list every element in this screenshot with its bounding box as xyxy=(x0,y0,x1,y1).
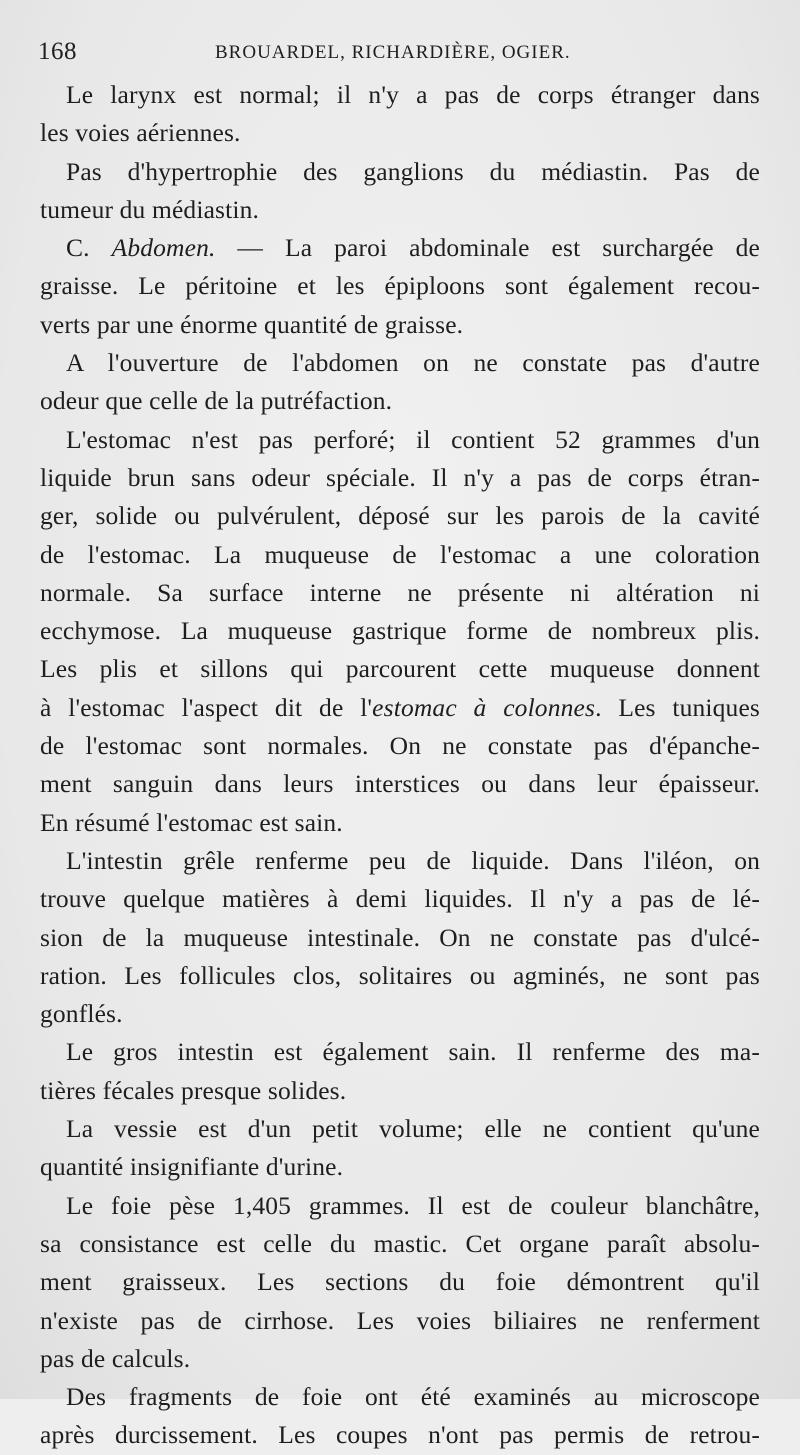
text-run: . Les tuniques xyxy=(595,692,760,722)
text-line: ration. Les follicules clos, solitaires ou agminés, ne sont pas xyxy=(40,960,760,990)
text-line: Pas d'hypertrophie des ganglions du médiastin. Pas de xyxy=(66,156,760,186)
text-line: les voies aériennes. xyxy=(40,118,241,148)
text-line: verts par une énorme quantité de graisse. xyxy=(40,309,464,339)
text-line: La vessie est d'un petit volume; elle ne contient qu'une xyxy=(66,1114,760,1144)
text-line: tumeur du médiastin. xyxy=(40,194,260,224)
text-line: ecchymose. La muqueuse gastrique forme de nombreux plis. xyxy=(40,616,760,646)
text-line: En résumé l'estomac est sain. xyxy=(40,807,343,837)
text-line: A l'ouverture de l'abdomen on ne constate pas d'autre xyxy=(66,348,760,378)
text-line: gonflés. xyxy=(40,999,123,1029)
text-line: Le gros intestin est également sain. Il renferme des ma- xyxy=(66,1037,760,1067)
page-number: 168 xyxy=(38,38,77,65)
text-line: trouve quelque matières à demi liquides. Il n'y a pas de lé- xyxy=(40,884,760,914)
text-line: sa consistance est celle du mastic. Cet organe paraît absolu- xyxy=(40,1228,760,1258)
text-line: odeur que celle de la putréfaction. xyxy=(40,386,393,416)
text-line: normale. Sa surface interne ne présente ni altération ni xyxy=(40,577,760,607)
text-line: après durcissement. Les coupes n'ont pas permis de retrou- xyxy=(40,1420,760,1450)
italic-term: estomac à colonnes xyxy=(372,692,596,722)
text-line: Le foie pèse 1,405 grammes. Il est de couleur blanchâtre, xyxy=(66,1190,760,1220)
text-line-section-heading xyxy=(40,229,760,267)
text-line: graisse. Le péritoine et les épiploons sont également recou- xyxy=(40,271,760,301)
text-run: à l'estomac l'aspect dit de l' xyxy=(40,692,373,722)
text-line: ger, solide ou pulvérulent, déposé sur les parois de la cavité xyxy=(40,501,760,531)
text-line: L'estomac n'est pas perforé; il contient 52 grammes d'un xyxy=(66,424,760,454)
page-header xyxy=(38,38,760,68)
running-title: BROUARDEL, RICHARDIÈRE, OGIER. xyxy=(215,42,571,63)
text-line: de l'estomac sont normales. On ne constate pas d'épanche- xyxy=(40,731,760,761)
text-line: tières fécales presque solides. xyxy=(40,1075,347,1105)
text-line: Des fragments de foie ont été examinés au microscope xyxy=(66,1382,760,1412)
section-title: Abdomen. xyxy=(111,233,216,263)
text-line-italic xyxy=(40,689,760,727)
section-letter: C. xyxy=(66,233,112,263)
text-line: Le larynx est normal; il n'y a pas de corps étranger dans xyxy=(66,80,760,109)
text-line: liquide brun sans odeur spéciale. Il n'y a pas de corps étran- xyxy=(40,462,760,492)
text-line: n'existe pas de cirrhose. Les voies biliaires ne renferment xyxy=(40,1305,760,1335)
body-text xyxy=(40,76,760,1455)
text-line: ment graisseux. Les sections du foie démontrent qu'il xyxy=(40,1267,760,1297)
text-line: de l'estomac. La muqueuse de l'estomac a une coloration xyxy=(40,539,760,569)
text-line: L'intestin grêle renferme peu de liquide. Dans l'iléon, on xyxy=(66,845,760,875)
text-line: pas de calculs. xyxy=(40,1343,191,1373)
text-line: ment sanguin dans leurs interstices ou dans leur épaisseur. xyxy=(40,769,760,799)
text-line: Les plis et sillons qui parcourent cette muqueuse donnent xyxy=(40,654,760,684)
text-run: — La paroi abdominale est surchargée de xyxy=(215,233,760,263)
text-line: quantité insignifiante d'urine. xyxy=(40,1152,344,1182)
text-line: sion de la muqueuse intestinale. On ne constate pas d'ulcé- xyxy=(40,922,760,952)
